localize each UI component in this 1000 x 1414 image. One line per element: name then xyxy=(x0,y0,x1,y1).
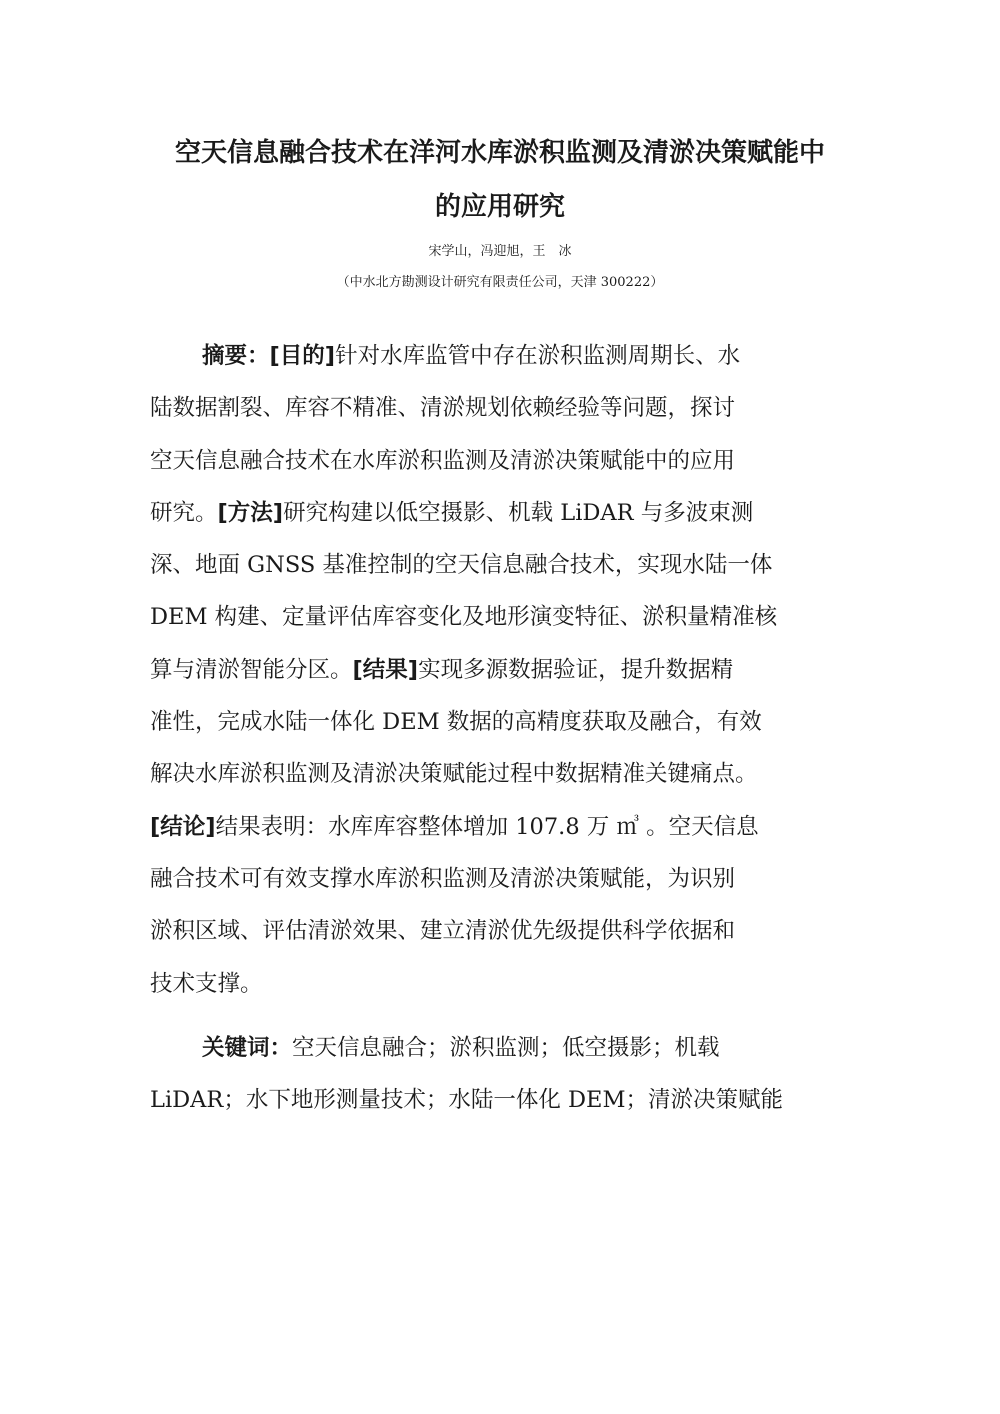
abstract-line xyxy=(150,591,850,643)
abstract-text: 准性，完成水陆一体化 DEM 数据的高精度获取及融合，有效 xyxy=(150,709,762,736)
abstract-text: 算与清淤智能分区。 xyxy=(150,656,353,683)
abstract-text: 实现多源数据验证，提升数据精 xyxy=(418,656,734,683)
abstract-line xyxy=(150,748,850,800)
abstract-line xyxy=(150,382,850,434)
abstract-text: 研究构建以低空摄影、机载 LiDAR 与多波束测 xyxy=(283,499,754,526)
abstract-line xyxy=(150,330,850,382)
affiliation: （中水北方勘测设计研究有限责任公司，天津 300222） xyxy=(336,275,664,290)
abstract-text: 研究。 xyxy=(150,499,218,526)
keywords-text: LiDAR；水下地形测量技术；水陆一体化 DEM；清淤决策赋能 xyxy=(150,1087,784,1114)
abstract-line xyxy=(150,539,850,591)
abstract-text: 结果表明：水库库容整体增加 107.8 万 ㎥ 。空天信息 xyxy=(215,813,759,840)
abstract-section-marker: [结果] xyxy=(352,656,419,683)
abstract-text: 针对水库监管中存在淤积监测周期长、水 xyxy=(335,343,741,369)
abstract-text: DEM 构建、定量评估库容变化及地形演变特征、淤积量精准核 xyxy=(150,604,778,631)
abstract-text: 陆数据割裂、库容不精准、清淤规划依赖经验等问题，探讨 xyxy=(150,395,736,422)
keywords xyxy=(150,1022,850,1127)
abstract-line xyxy=(150,905,850,957)
abstract-text: 空天信息融合技术在水库淤积监测及清淤决策赋能中的应用 xyxy=(150,447,736,474)
abstract xyxy=(150,330,850,1010)
abstract-section-marker: [目的] xyxy=(269,343,336,369)
author-list: 宋学山，冯迎旭，王 冰 xyxy=(428,244,572,259)
keywords-line xyxy=(150,1074,850,1126)
abstract-line xyxy=(150,644,850,696)
abstract-text: 融合技术可有效支撑水库淤积监测及清淤决策赋能，为识别 xyxy=(150,865,736,892)
keywords-label: 关键词： xyxy=(202,1035,293,1061)
abstract-section-marker: [结论] xyxy=(150,813,216,840)
abstract-line xyxy=(150,435,850,487)
keywords-text: 空天信息融合；淤积监测；低空摄影；机载 xyxy=(292,1035,720,1061)
abstract-text: 淤积区域、评估清淤效果、建立清淤优先级提供科学依据和 xyxy=(150,918,736,945)
abstract-line xyxy=(150,696,850,748)
paper-title xyxy=(140,126,860,234)
abstract-line xyxy=(150,853,850,905)
abstract-line xyxy=(150,801,850,853)
abstract-text: 深、地面 GNSS 基准控制的空天信息融合技术，实现水陆一体 xyxy=(150,552,773,579)
abstract-section-marker: [方法] xyxy=(217,499,284,526)
abstract-line xyxy=(150,487,850,539)
abstract-label: 摘要： xyxy=(202,343,270,369)
title-line-1: 空天信息融合技术在洋河水库淤积监测及清淤决策赋能中 xyxy=(174,138,825,168)
title-line-2: 的应用研究 xyxy=(434,192,565,222)
abstract-text: 解决水库淤积监测及清淤决策赋能过程中数据精准关键痛点。 xyxy=(150,761,758,788)
keywords-line xyxy=(150,1022,850,1074)
abstract-line xyxy=(150,958,850,1010)
abstract-text: 技术支撑。 xyxy=(150,970,263,997)
